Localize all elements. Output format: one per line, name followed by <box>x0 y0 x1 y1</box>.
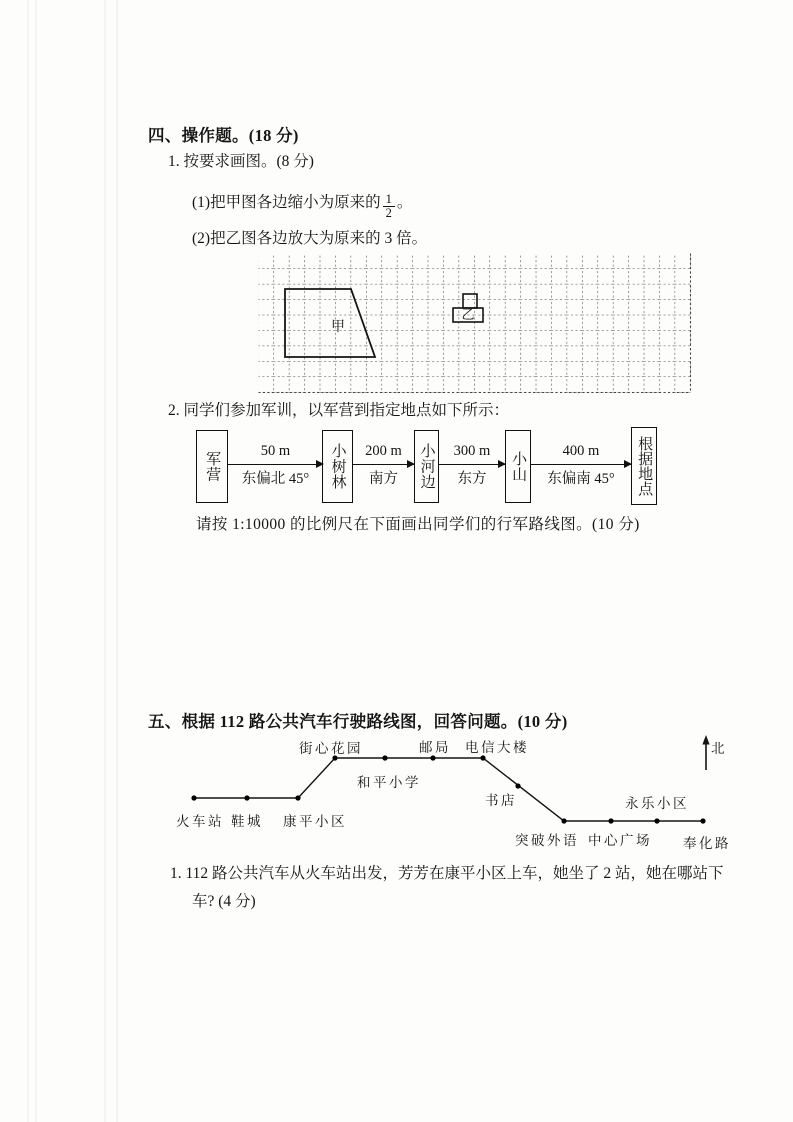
section4-q1-item1 <box>192 190 412 220</box>
flow-edge-3 <box>439 441 505 488</box>
flow-node-xiaoshulin: 小树林 <box>322 430 353 503</box>
section4-q2-instruction: 请按 1:10000 的比例尺在下面画出同学们的行军路线图。(10 分) <box>196 516 640 533</box>
stop-dot-tupowaiyu <box>561 818 566 823</box>
stop-label-zhongxinguangchang: 中心广场 <box>588 833 652 848</box>
stop-label-jiexinhuayuan: 街心花园 <box>299 741 363 756</box>
shape-jia-label: 甲 <box>331 320 345 335</box>
scan-artifact-line <box>27 0 29 1122</box>
flow-node-genjudidian: 根据地点 <box>631 427 657 505</box>
section4-q1-title: 1. 按要求画图。(8 分) <box>168 153 314 170</box>
stop-label-xiecheng: 鞋城 <box>231 814 263 829</box>
flow-edge-2 <box>353 441 414 488</box>
bus-route-map <box>160 732 772 858</box>
stop-label-fenghualu: 奉化路 <box>683 836 731 851</box>
section4-q1-item2: (2)把乙图各边放大为原来的 3 倍。 <box>192 230 428 247</box>
edge3-direction: 东方 <box>457 471 487 487</box>
north-label: 北 <box>711 741 725 756</box>
edge3-distance: 300 m <box>453 443 491 459</box>
section5-q1-line2: 车? (4 分) <box>192 893 256 910</box>
edge4-arrow <box>531 464 631 465</box>
stop-dot-xiecheng <box>244 795 249 800</box>
stop-dot-huochezhan <box>191 795 196 800</box>
stop-label-kangpingxiaoqu: 康平小区 <box>283 814 347 829</box>
fraction-denominator: 2 <box>383 206 395 220</box>
stop-dot-fenghualu <box>700 818 705 823</box>
fraction-numerator: 1 <box>385 191 392 206</box>
scan-artifact-line <box>104 0 106 1122</box>
edge3-arrow <box>439 464 505 465</box>
flow-edge-4 <box>531 441 631 488</box>
stop-dot-yonglexiaoqu <box>654 818 659 823</box>
flow-node-junying: 军营 <box>196 430 228 503</box>
stop-label-shudian: 书店 <box>485 793 517 808</box>
stop-label-yonglexiaoqu: 永乐小区 <box>625 796 689 811</box>
section4-q2-title: 2. 同学们参加军训，以军营到指定地点如下所示： <box>168 402 510 419</box>
edge2-arrow <box>353 464 414 465</box>
stop-label-tupowaiyu: 突破外语 <box>515 833 579 848</box>
flow-edge-1 <box>228 441 323 488</box>
stop-dot-jiexinhuayuan <box>332 755 337 760</box>
shape-yi-label: 乙 <box>461 307 475 322</box>
scan-artifact-line <box>35 0 37 1122</box>
edge1-arrow <box>228 464 323 465</box>
stop-label-dianxindalou: 电信大楼 <box>465 740 529 755</box>
edge4-distance: 400 m <box>562 443 600 459</box>
route-line <box>194 758 703 821</box>
fraction-one-half <box>383 193 395 220</box>
north-arrow-head-icon <box>702 735 709 745</box>
grid-cells <box>259 254 691 393</box>
stop-dot-hepingxiaoxue <box>382 755 387 760</box>
section5-title: 五、根据 112 路公共汽车行驶路线图，回答问题。(10 分) <box>148 712 568 731</box>
edge2-distance: 200 m <box>365 443 402 459</box>
stop-dot-youju <box>430 755 435 760</box>
item1-prefix: (1)把甲图各边缩小为原来的 <box>192 194 381 211</box>
flow-node-xiaoshan: 小山 <box>505 430 531 503</box>
edge2-direction: 南方 <box>369 471 398 487</box>
flow-node-xiaohebian: 小河边 <box>414 430 439 503</box>
stop-label-huochezhan: 火车站 <box>176 814 224 829</box>
stop-dot-zhongxinguangchang <box>608 818 613 823</box>
drawing-grid <box>258 253 692 394</box>
stop-dot-kangpingxiaoqu <box>295 795 300 800</box>
section4-title: 四、操作题。(18 分) <box>148 126 299 145</box>
stop-dot-shudian <box>515 783 520 788</box>
scan-artifact-line <box>116 0 118 1122</box>
stop-label-youju: 邮局 <box>419 740 451 755</box>
edge1-distance: 50 m <box>260 443 291 459</box>
stop-dot-dianxindalou <box>480 755 485 760</box>
section5-q1-line1: 1. 112 路公共汽车从火车站出发，芳芳在康平小区上车，她坐了 2 站，她在哪站下 <box>170 865 724 882</box>
item1-suffix: 。 <box>396 194 413 211</box>
stop-label-hepingxiaoxue: 和平小学 <box>357 775 421 790</box>
edge1-direction: 东偏北 45° <box>241 471 310 487</box>
edge4-direction: 东偏南 45° <box>547 471 615 487</box>
